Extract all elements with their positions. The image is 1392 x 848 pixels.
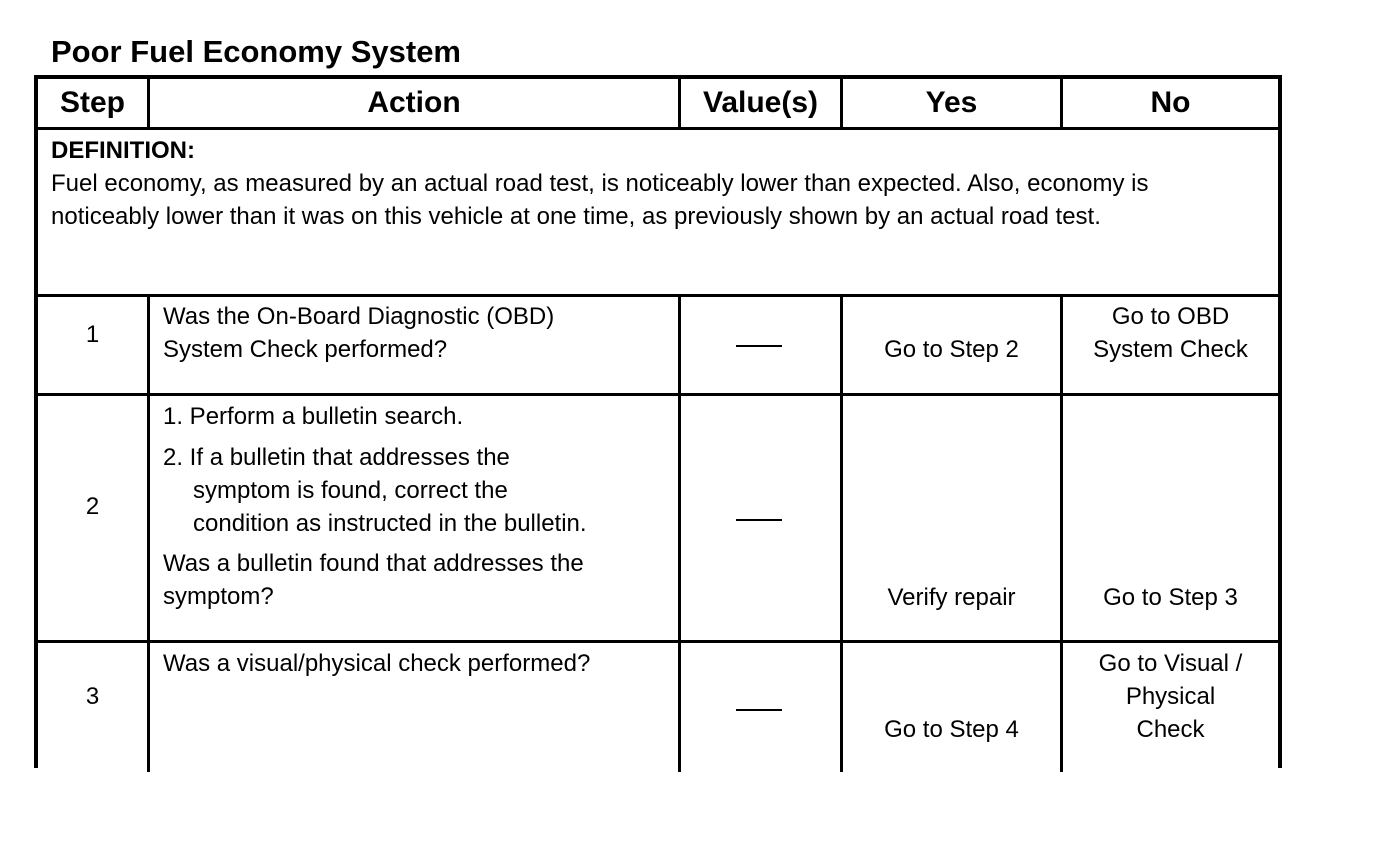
no-cell: Go to Step 3	[1103, 584, 1238, 611]
yes-cell: Go to Step 4	[884, 716, 1019, 743]
header-step: Step	[59, 86, 125, 119]
action-cell	[163, 300, 673, 366]
diagnostic-table	[34, 75, 1282, 768]
col-divider	[147, 294, 150, 772]
no-line: Physical	[1125, 683, 1216, 710]
no-line: Go to Visual /	[1098, 650, 1243, 677]
action-item: 1. Perform a bulletin search.	[163, 403, 464, 430]
step-number: 3	[85, 683, 100, 710]
row-divider	[38, 127, 1278, 130]
value-dash	[736, 709, 782, 711]
no-line: System Check	[1093, 336, 1248, 363]
yes-cell: Go to Step 2	[884, 336, 1019, 363]
no-cell	[1063, 647, 1278, 746]
header-no: No	[1150, 86, 1191, 119]
no-line: Go to OBD	[1111, 303, 1230, 330]
action-cell: Was a visual/physical check performed?	[163, 650, 591, 677]
action-line: System Check performed?	[163, 336, 448, 363]
row-divider	[38, 640, 1278, 643]
action-item: condition as instructed in the bulletin.	[193, 510, 587, 537]
action-question: Was a bulletin found that addresses the	[163, 550, 584, 577]
action-item: 2. If a bulletin that addresses the	[163, 444, 510, 471]
col-divider	[678, 294, 681, 772]
value-dash	[736, 519, 782, 521]
no-cell	[1063, 300, 1278, 366]
row-divider	[38, 393, 1278, 396]
row-divider	[38, 294, 1278, 297]
value-dash	[736, 345, 782, 347]
action-cell	[163, 400, 673, 613]
no-line: Check	[1136, 716, 1205, 743]
header-values: Value(s)	[702, 86, 819, 119]
header-yes: Yes	[925, 86, 978, 119]
page-title: Poor Fuel Economy System	[51, 34, 461, 69]
definition-label: DEFINITION:	[51, 137, 195, 164]
yes-cell: Verify repair	[887, 584, 1016, 611]
definition-block	[51, 134, 1251, 233]
step-number: 1	[85, 321, 100, 348]
definition-text: Fuel economy, as measured by an actual road test, is noticeably lower than expected. Also, economy is noticeably lower than it was on this vehicle at one time, as previously shown by an actual road test.	[51, 170, 1149, 230]
step-number: 2	[85, 493, 100, 520]
action-line: Was the On-Board Diagnostic (OBD)	[163, 303, 555, 330]
action-question: symptom?	[163, 583, 274, 610]
action-item: symptom is found, correct the	[193, 477, 508, 504]
header-action: Action	[367, 86, 461, 119]
